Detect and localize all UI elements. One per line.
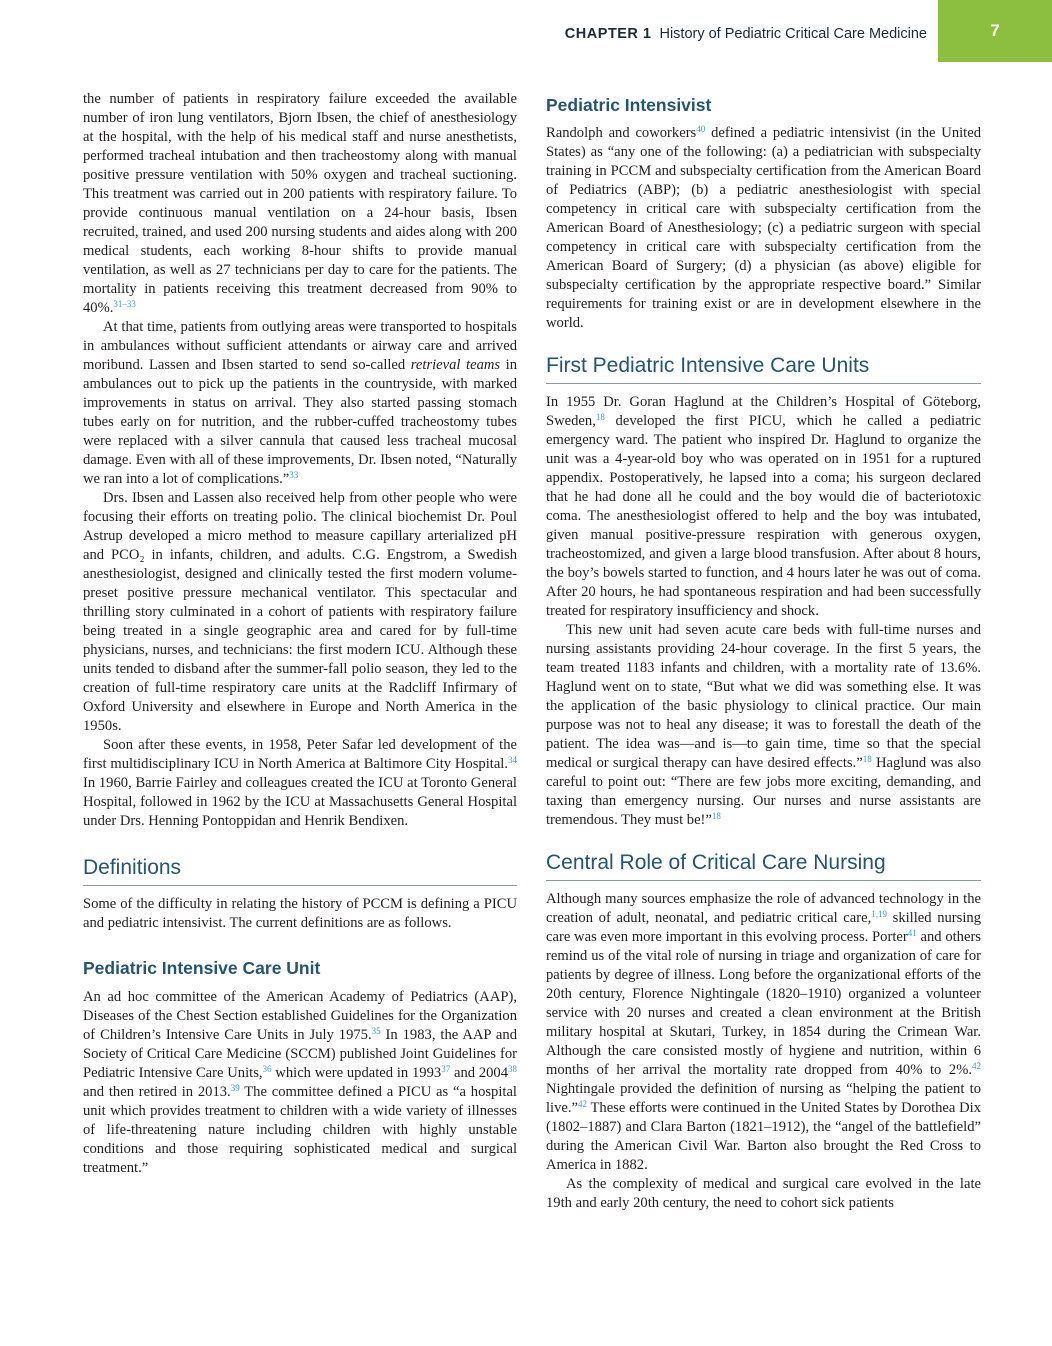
text: The committee defined a PICU as “a hospital unit which provides treatment to children with a wide variety of illnesses of life-threatening nature including children with highly unstable conditions and those requiring sophisticated medical and surgical treatment.” [83, 1084, 517, 1176]
citation: 41 [907, 928, 917, 938]
text: and 2004 [450, 1065, 509, 1081]
subsection-heading-intensivist: Pediatric Intensivist [546, 95, 712, 115]
text: At that time, patients from outlying areas were transported to hospitals in ambulances without sufficient attendants or airway care and arrived moribund. Lassen and Ibsen started to send so-called [83, 319, 517, 373]
paragraph-intensivist [546, 124, 981, 333]
chapter-label [565, 26, 927, 42]
citation: 40 [696, 124, 706, 134]
right-column [546, 94, 981, 1213]
paragraph-retrieval [83, 318, 517, 489]
citation: 42 [578, 1099, 588, 1109]
text: Randolph and coworkers [546, 125, 697, 141]
section-heading-nursing: Central Role of Critical Care Nursing [546, 850, 981, 881]
citation: 37 [441, 1064, 451, 1074]
italic-term: retrieval teams [410, 357, 501, 373]
subsection-heading-picu: Pediatric Intensive Care Unit [83, 958, 321, 978]
paragraph-astrup: Drs. Ibsen and Lassen also received help from other people who were focusing their efforts on treating polio. The clinical biochemist Dr. Poul Astrup developed a micro method to measure capillary arterialized pH and PCO₂ in infants, children, and adults. C.G. Engstrom, a Swedish anesthesiologist, designed and clinically tested the first modern volume-preset positive pressure mechanical ventilator. This spectacular and thrilling story culminated in a cohort of patients with respiratory failure being treated in a single geographic area and cared for by full-time physicians, nurses, and technicians: the first modern ICU. Although these units tended to disband after the summer-fall polio season, they led to the creation of full-time respiratory care units at the Radcliff Infirmary of Oxford University and elsewhere in Europe and North America in the 1950s. [83, 490, 517, 734]
left-column [83, 90, 517, 1178]
section-heading-first-picu: First Pediatric Intensive Care Units [546, 353, 981, 384]
paragraph-picu [83, 988, 517, 1178]
text: and others remind us of the vital role of nursing in triage and organization of care for patients by degree of illness. Long before the organizational efforts of the 20th century, Florence Nightingale (1820–1910) organized a volunteer service with 20 nurses and created a clean environment at the British military hospital at Skutari, Turkey, in 1854 during the Crimean War. Although the care consisted mostly of hygiene and nutrition, within 6 months of her arrival the mortality rate dropped from 40% to 2%. [546, 929, 981, 1078]
citation: 42 [972, 1061, 981, 1071]
text: and then retired in 2013. [83, 1084, 231, 1100]
paragraph-definitions: Some of the difficulty in relating the history of PCCM is defining a PICU and pediatric intensivist. The current definitions are as follows. [83, 896, 517, 931]
paragraph-safar [83, 736, 517, 831]
text: This new unit had seven acute care beds with full-time nurses and nursing assistants providing 24-hour coverage. In the first 5 years, the team treated 1183 infants and children, with a mortality rate of 13.6%. Haglund went on to state, “But what we did was something else. It was the application of the basic physiology to clinical practice. Our main purpose was not to heal any disease; it was to forestall the death of the patient. The idea was—and is—to gain time, time so that the special medical or surgical therapy can have desired effects.” [546, 622, 981, 771]
text: Soon after these events, in 1958, Peter Safar led development of the first multidisciplinary ICU in North America at Baltimore City Hospital. [83, 737, 517, 772]
section-heading-definitions: Definitions [83, 855, 517, 886]
text: Although many sources emphasize the role of advanced technology in the creation of adult, neonatal, and pediatric critical care, [546, 891, 981, 926]
text: Nightingale provided the definition of nursing as “helping the patient to live.” [546, 1081, 981, 1116]
chapter-number: CHAPTER 1 [564, 26, 652, 42]
citation: 1,19 [871, 909, 887, 919]
running-header [0, 0, 1052, 62]
citation: 38 [508, 1064, 518, 1074]
paragraph-new-unit [546, 621, 981, 830]
text: An ad hoc committee of the American Academy of Pediatrics (AAP), Diseases of the Chest Section established Guidelines for the Organization of Children’s Intensive Care Units in July 1975. [83, 989, 517, 1043]
citation: 33 [289, 470, 299, 480]
citation: 35 [371, 1026, 381, 1036]
citation: 18 [595, 412, 605, 422]
text: the number of patients in respiratory failure exceeded the available number of iron lung ventilators, Bjorn Ibsen, the chief of anesthesiology at the hospital, with the help of his medical staff and nurse anesthetists, performed tracheal intubation and then tracheostomy along with manual positive pressure ventilation with 50% oxygen and tracheal suctioning. This treatment was carried out in 200 patients with respiratory failure. To provide continuous manual ventilation on a 24-hour basis, Ibsen recruited, trained, and used 200 nursing students and aides along with 200 medical students, each working 8-hour shifts to provide manual ventilation, as well as 27 technicians per day to care for the patients. The mortality in patients receiving this treatment decreased from 90% to 40%. [83, 91, 517, 316]
text: In 1960, Barrie Fairley and colleagues created the ICU at Toronto General Hospital, followed in 1962 by the ICU at Massachusetts General Hospital under Drs. Henning Pontoppidan and Henrik Bendixen. [83, 775, 517, 829]
paragraph-complexity: As the complexity of medical and surgical care evolved in the late 19th and early 20th century, the need to cohort sick patients [546, 1176, 981, 1211]
page-number-text: 7 [990, 21, 1000, 40]
citation: 18 [862, 754, 872, 764]
citation: 31–33 [113, 299, 136, 309]
text: Haglund was also careful to point out: “There are few jobs more exciting, demanding, and taxing than emergency nursing. Our nurses and nurse assistants are tremendous. They must be!” [546, 755, 981, 828]
citation: 18 [711, 811, 721, 821]
text: developed the first PICU, which he called a pediatric emergency ward. The patient who inspired Dr. Haglund to organize the unit was a 4-year-old boy who was operated on in 1951 for a ruptured appendix. Postoperatively, he lapsed into a coma; his surgeon declared that he had done all he could and the boy would die of bacteriotoxic coma. The anesthesiologist offered to help and the boy was intubated, given manual positive-pressure respiration with generous oxygen, tracheostomized, and given a large blood transfusion. After about 8 hours, the boy’s bowels started to function, and 4 hours later he was out of coma. After 20 hours, he had spontaneous respiration and had been successfully treated for respiratory insufficiency and shock. [546, 413, 981, 619]
paragraph-haglund [546, 393, 981, 621]
text: which were updated in 1993 [271, 1065, 442, 1081]
citation: 36 [262, 1064, 272, 1074]
text: These efforts were continued in the United States by Dorothea Dix (1802–1887) and Clara Barton (1821–1912), the “angel of the battlefield” during the American Civil War. Barton also brought the Red Cross to America in 1882. [546, 1100, 981, 1173]
chapter-title: History of Pediatric Critical Care Medicine [659, 26, 927, 42]
paragraph-nursing [546, 890, 981, 1175]
text: In 1983, the AAP and Society of Critical Care Medicine (SCCM) published Joint Guidelines for Pediatric Intensive Care Units, [83, 1027, 517, 1081]
text: defined a pediatric intensivist (in the United States) as “any one of the following: (a) a pediatrician with subspecialty training in PCCM and subspecialty certification from the American Board of Pediatrics (ABP); (b) a pediatric anesthesiologist with special competency in critical care with subspecialty certification from the American Board of Anesthesiology; (c) a pediatric surgeon with special competency in critical care with subspecialty certification from the American Board of Surgery; (d) a physician (as above) eligible for subspecialty certification by the appropriate respective board.” Similar requirements for training exist or are in development elsewhere in the world. [546, 125, 982, 331]
citation: 39 [230, 1083, 240, 1093]
text: skilled nursing care was even more important in this evolving process. Porter [546, 910, 981, 945]
text: in ambulances out to pick up the patients in the countryside, with marked improvements in status on arrival. They also started passing stomach tubes early on for nutrition, and the rubber-cuffed tracheostomy tubes were replaced with a silver cannula that caused less tracheal mucosal damage. Even with all of these improvements, Dr. Ibsen noted, “Naturally we ran into a lot of complications.” [83, 357, 518, 487]
page-number [938, 0, 1052, 62]
text: In 1955 Dr. Goran Haglund at the Children’s Hospital of Göteborg, Sweden, [546, 394, 981, 429]
paragraph-iron-lung [83, 90, 517, 318]
citation: 34 [508, 755, 517, 765]
